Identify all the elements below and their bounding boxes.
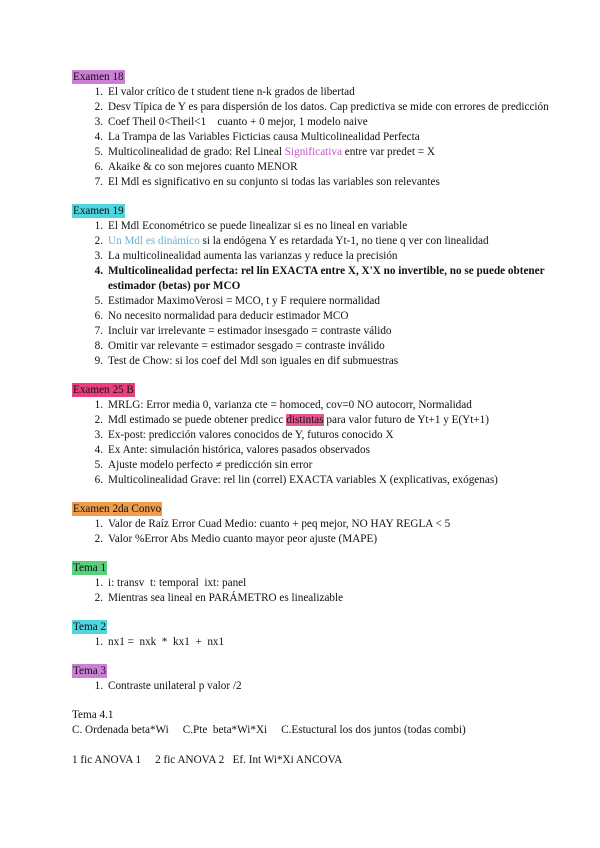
item-number: 3. <box>94 250 103 262</box>
section-heading: Tema 3 <box>73 665 107 677</box>
highlighted-word: Un Mdl es dinámico <box>108 235 200 247</box>
section-heading: Examen 19 <box>73 205 124 217</box>
item-number: 1. <box>94 636 103 648</box>
item-text: Mdl estimado se puede obtener predicc <box>108 414 287 426</box>
item-text: No necesito normalidad para deducir estimador MCO <box>108 310 349 322</box>
list-item <box>72 591 560 606</box>
item-number: 1. <box>94 86 103 98</box>
item-number: 3. <box>94 429 103 441</box>
item-text: si la endógena Y es retardada Yt-1, no tiene q ver con linealidad <box>199 235 489 247</box>
list-item <box>72 413 560 428</box>
list-item <box>72 294 560 309</box>
item-text: Valor de Raíz Error Cuad Medio: cuanto + peq mejor, NO HAY REGLA < 5 <box>108 518 451 530</box>
item-number: 2. <box>94 533 103 545</box>
section-heading: Tema 2 <box>73 621 107 633</box>
item-number: 5. <box>94 295 103 307</box>
list-item <box>72 354 560 369</box>
section-examen-18 <box>72 70 560 190</box>
numbered-list <box>72 635 560 650</box>
item-text: Multicolinealidad perfecta: rel lin EXACTA entre X, X'X no invertible, no se puede obtener estimador (betas) por MCO <box>108 265 545 292</box>
item-text: Test de Chow: si los coef del Mdl son iguales en dif submuestras <box>108 355 399 367</box>
item-text: Coef Theil 0<Theil<1 cuanto + 0 mejor, 1 modelo naive <box>108 116 368 128</box>
item-text: Desv Típica de Y es para dispersión de los datos. Cap predictiva se mide con errores de predicción <box>108 101 549 113</box>
list-item <box>72 532 560 547</box>
section-examen-19 <box>72 204 560 369</box>
item-number: 2. <box>94 592 103 604</box>
item-text: Omitir var relevante = estimador sesgado = contraste inválido <box>108 340 385 352</box>
list-item <box>72 115 560 130</box>
numbered-list <box>72 398 560 488</box>
list-item <box>72 264 560 294</box>
section-heading: Examen 2da Convo <box>73 503 162 515</box>
blank-line <box>72 738 560 753</box>
item-number: 5. <box>94 459 103 471</box>
section-tema-3 <box>72 664 560 694</box>
list-item <box>72 85 560 100</box>
item-number: 4. <box>94 265 103 277</box>
list-item <box>72 309 560 324</box>
item-text: Contraste unilateral p valor /2 <box>108 680 242 692</box>
item-text: La multicolinealidad aumenta las varianzas y reduce la precisión <box>108 250 398 262</box>
item-number: 9. <box>94 355 103 367</box>
item-text: para valor futuro de Yt+1 y E(Yt+1) <box>323 414 489 426</box>
item-number: 1. <box>94 399 103 411</box>
item-number: 1. <box>94 577 103 589</box>
section-tema-1 <box>72 561 560 606</box>
item-number: 2. <box>94 235 103 247</box>
section-heading: Tema 4.1 <box>72 709 114 721</box>
item-text: Estimador MaximoVerosi = MCO, t y F requiere normalidad <box>108 295 380 307</box>
section-heading: Examen 18 <box>73 71 124 83</box>
item-text: Ajuste modelo perfecto ≠ predicción sin error <box>108 459 313 471</box>
list-item <box>72 324 560 339</box>
list-item <box>72 428 560 443</box>
item-number: 3. <box>94 116 103 128</box>
item-text: El Mdl Econométrico se puede linealizar si es no lineal en variable <box>108 220 408 232</box>
item-number: 1. <box>94 220 103 232</box>
list-item <box>72 100 560 115</box>
item-text: Mientras sea lineal en PARÁMETRO es linealizable <box>108 592 344 604</box>
list-item <box>72 219 560 234</box>
item-text: entre var predet = X <box>341 146 435 158</box>
list-item <box>72 679 560 694</box>
list-item <box>72 160 560 175</box>
item-number: 4. <box>94 131 103 143</box>
item-number: 4. <box>94 444 103 456</box>
numbered-list <box>72 517 560 547</box>
item-text: La Trampa de las Variables Ficticias causa Multicolinealidad Perfecta <box>108 131 420 143</box>
section-heading: Tema 1 <box>73 562 107 574</box>
item-number: 6. <box>94 310 103 322</box>
section-examen-25b <box>72 383 560 488</box>
numbered-list <box>72 85 560 190</box>
list-item <box>72 175 560 190</box>
item-text: El valor crítico de t student tiene n-k grados de libertad <box>108 86 355 98</box>
item-text: MRLG: Error media 0, varianza cte = homoced, cov=0 NO autocorr, Normalidad <box>108 399 472 411</box>
item-text: Ex Ante: simulación histórica, valores pasados observados <box>108 444 370 456</box>
section-examen-2da-convo <box>72 502 560 547</box>
section-tema-2 <box>72 620 560 650</box>
list-item <box>72 398 560 413</box>
paragraph-line: C. Ordenada beta*Wi C.Pte beta*Wi*Xi C.Estuctural los dos juntos (todas combi) <box>72 724 466 736</box>
item-number: 1. <box>94 518 103 530</box>
item-text: Valor %Error Abs Medio cuanto mayor peor ajuste (MAPE) <box>108 533 378 545</box>
list-item <box>72 576 560 591</box>
list-item <box>72 517 560 532</box>
item-text: i: transv t: temporal ixt: panel <box>108 577 247 589</box>
list-item <box>72 635 560 650</box>
list-item <box>72 145 560 160</box>
paragraph-line: 1 fic ANOVA 1 2 fic ANOVA 2 Ef. Int Wi*Xi ANCOVA <box>72 754 343 766</box>
item-text: El Mdl es significativo en su conjunto si todas las variables son relevantes <box>108 176 440 188</box>
list-item <box>72 473 560 488</box>
list-item <box>72 234 560 249</box>
item-number: 6. <box>94 161 103 173</box>
item-number: 8. <box>94 340 103 352</box>
numbered-list <box>72 679 560 694</box>
item-text: Akaike & co son mejores cuanto MENOR <box>108 161 298 173</box>
item-number: 5. <box>94 146 103 158</box>
item-number: 6. <box>94 474 103 486</box>
section-heading: Examen 25 B <box>73 384 134 396</box>
item-number: 1. <box>94 680 103 692</box>
list-item <box>72 458 560 473</box>
list-item <box>72 443 560 458</box>
item-number: 7. <box>94 325 103 337</box>
item-text: Multicolinealidad de grado: Rel Lineal <box>108 146 285 158</box>
numbered-list <box>72 219 560 369</box>
list-item <box>72 249 560 264</box>
list-item <box>72 339 560 354</box>
item-number: 2. <box>94 101 103 113</box>
item-number: 7. <box>94 176 103 188</box>
highlighted-word: distintas <box>286 414 324 426</box>
section-tema-4-1 <box>72 708 560 768</box>
item-text: Ex-post: predicción valores conocidos de Y, futuros conocido X <box>108 429 394 441</box>
item-text: Incluir var irrelevante = estimador insesgado = contraste válido <box>108 325 392 337</box>
item-number: 2. <box>94 414 103 426</box>
list-item <box>72 130 560 145</box>
numbered-list <box>72 576 560 606</box>
highlighted-word: Significativa <box>284 146 342 158</box>
item-text: Multicolinealidad Grave: rel lin (correl) EXACTA variables X (explicativas, exógenas) <box>108 474 498 486</box>
item-text: nx1 = nxk * kx1 + nx1 <box>108 636 225 648</box>
